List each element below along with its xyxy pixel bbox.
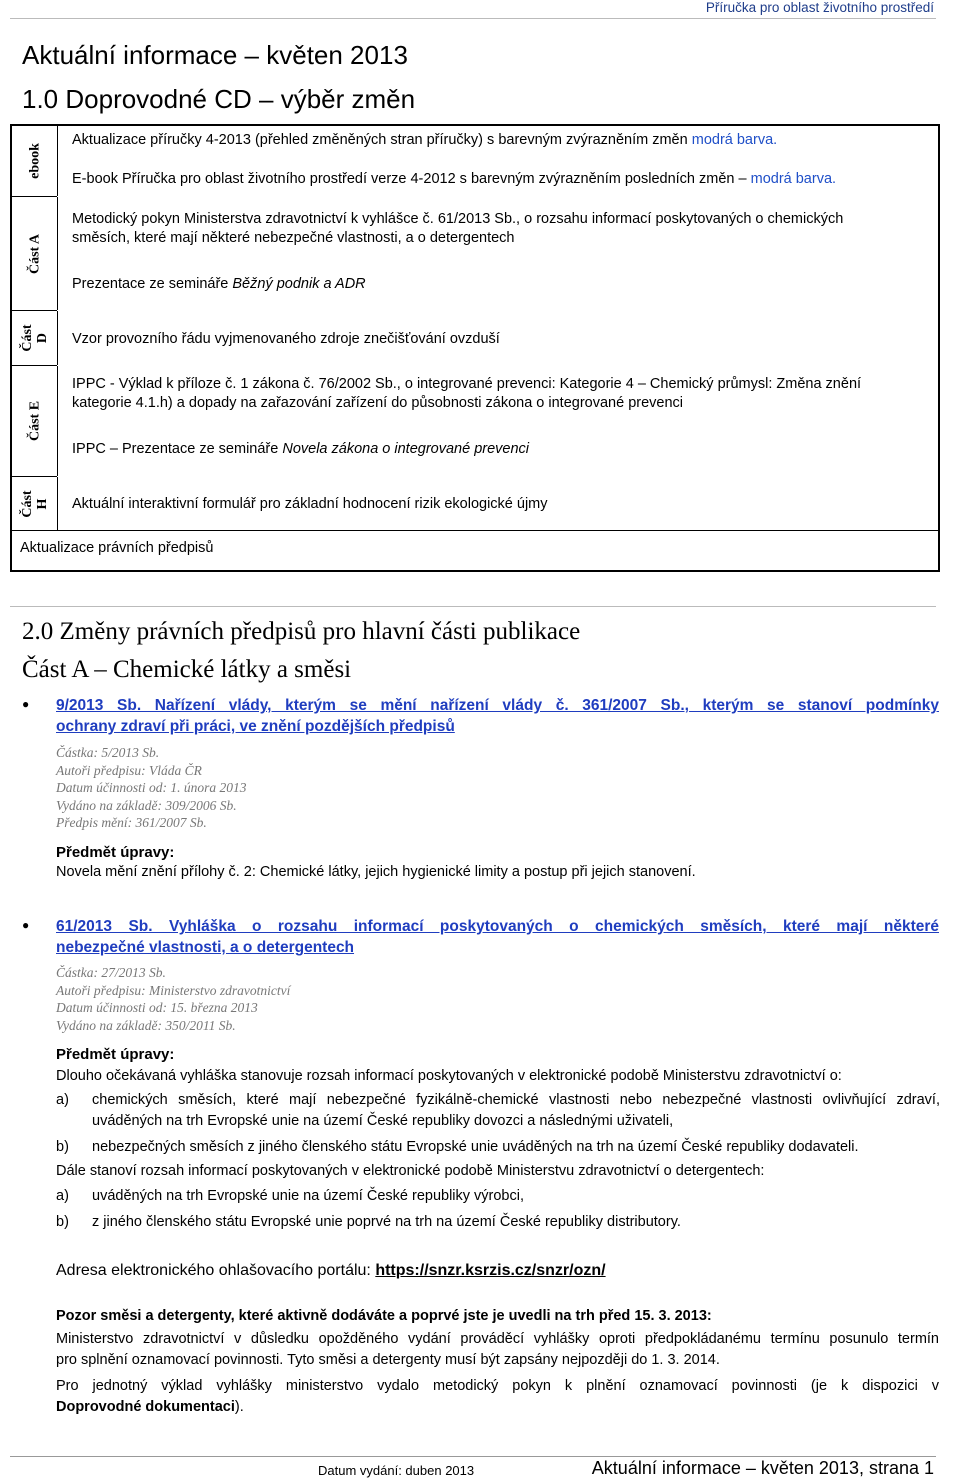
side-cell-part-d — [12, 311, 58, 365]
regulation-9-2013-meta: Částka: 5/2013 Sb. Autoři předpisu: Vláda ČR Datum účinnosti od: 1. února 2013 Vydáno na základě: 309/2006 Sb. Předpis mění: 361/2007 Sb. — [56, 745, 247, 830]
box-item-legal-updates: Aktualizace právních předpisů — [20, 540, 214, 556]
subject-label: Předmět úpravy: — [56, 1046, 175, 1063]
box-item-ippc-presentation: IPPC – Prezentace ze semináře Novela zákona o integrované prevenci — [72, 441, 530, 457]
box-item-methodical-guideline: Metodický pokyn Ministerstva zdravotnictví k vyhlášce č. 61/2013 Sb., o rozsahu informací poskytovaných o chemických směsích, které mají některé nebezpečné vlastnosti, a o detergentech — [72, 211, 844, 246]
portal-link[interactable]: https://snzr.ksrzis.cz/snzr/ozn/ — [375, 1262, 606, 1279]
list-item-label: b) — [56, 1139, 69, 1155]
side-cell-part-a — [12, 197, 58, 310]
highlight-color-note: modrá barva. — [750, 171, 837, 187]
regulation-61-2013-link[interactable]: 61/2013 Sb. Vyhláška o rozsahu informací poskytovaných o chemických směsích, které mají některé nebezpečné vlastnosti, a o detergentech — [56, 918, 939, 956]
regulation-61-2013-intro: Dlouho očekávaná vyhláška stanovuje rozsah informací poskytovaných v elektronické podobě Ministerstvu zdravotnictví o: — [56, 1068, 842, 1084]
list-item: uváděných na trh Evropské unie na území České republiky výrobci, — [92, 1188, 524, 1204]
list-item: nebezpečných směsích z jiného členského státu Evropské unie uváděných na trh na území České republiky dodavateli. — [92, 1139, 859, 1155]
highlight-color-note: modrá barva. — [691, 132, 778, 148]
box-item-operating-rules: Vzor provozního řádu vyjmenovaného zdroje znečišťování ovzduší — [72, 331, 500, 347]
detergents-intro: Dále stanoví rozsah informací poskytovaných v elektronické podobě Ministerstvu zdravotnictví o detergentech: — [56, 1163, 765, 1179]
section-2-heading: 2.0 Změny právních předpisů pro hlavní části publikace — [22, 618, 581, 645]
side-cell-part-h — [12, 477, 58, 530]
regulation-9-2013-link[interactable]: 9/2013 Sb. Nařízení vlády, kterým se mění nařízení vlády č. 361/2007 Sb., kterým se stanoví podmínky ochrany zdraví při práci, ve znění pozdějších předpisů — [56, 697, 939, 735]
warning-title: Pozor směsi a detergenty, které aktivně dodáváte a poprvé jste je uvedli na trh před 15. 3. 2013: — [56, 1308, 712, 1324]
portal-address: Adresa elektronického ohlašovacího portálu: https://snzr.ksrzis.cz/snzr/ozn/ — [56, 1262, 606, 1279]
list-item-label: b) — [56, 1214, 69, 1230]
side-cell-ebook — [12, 126, 58, 196]
methodical-note: Pro jednotný výklad vyhlášky ministerstvo vydalo metodický pokyn k plnění oznamovací povinnosti (je k dispozici v Doprovodné dokumentaci). — [56, 1378, 939, 1415]
footer-rule — [10, 1456, 936, 1457]
side-label-part-h: Část H — [19, 489, 50, 518]
list-item: chemických směsích, které mají nebezpečné fyzikálně-chemické vlastnosti nebo nebezpečné vlastnosti ovlivňující zdraví, uváděných na trh Evropské unie na území České republiky dovozci a následnými uživateli, — [92, 1092, 940, 1129]
box-item-ebook-version: E-book Příručka pro oblast životního prostředí verze 4-2012 s barevným zvýrazněním posledních změn – modrá barva. — [72, 171, 837, 187]
box-item-risk-form: Aktuální interaktivní formulář pro základní hodnocení rizik ekologické újmy — [72, 496, 548, 512]
side-cell-part-e — [12, 366, 58, 476]
footer-page-title: Aktuální informace – květen 2013, strana 1 — [591, 1458, 934, 1478]
list-item-label: a) — [56, 1188, 69, 1204]
side-label-ebook: ebook — [27, 143, 42, 179]
side-label-part-d: Část D — [19, 324, 50, 352]
box-footer-divider — [12, 530, 938, 531]
header-rule — [10, 18, 936, 19]
regulation-9-2013-subject: Novela mění znění přílohy č. 2: Chemické látky, jejich hygienické limity a postup při jejich stanovení. — [56, 864, 696, 880]
box-item-ebook-update: Aktualizace příručky 4-2013 (přehled změněných stran příručky) s barevným zvýrazněním změn modrá barva. — [72, 132, 778, 148]
running-header: Příručka pro oblast životního prostředí — [705, 0, 934, 15]
list-item-label: a) — [56, 1092, 69, 1108]
side-label-part-e: Část E — [27, 400, 42, 442]
subject-label: Předmět úpravy: — [56, 844, 175, 861]
bullet-icon: ● — [22, 697, 30, 711]
accompanying-docs-ref: Doprovodné dokumentaci — [56, 1399, 235, 1415]
page-title: Aktuální informace – květen 2013 — [22, 40, 408, 70]
regulation-61-2013-meta: Částka: 27/2013 Sb. Autoři předpisu: Ministerstvo zdravotnictví Datum účinnosti od: 15. března 2013 Vydáno na základě: 350/2011 Sb. — [56, 965, 291, 1033]
list-item: z jiného členského státu Evropské unie poprvé na trh na území České republiky distributory. — [92, 1214, 681, 1230]
box-item-ippc-interpretation: IPPC - Výklad k příloze č. 1 zákona č. 76/2002 Sb., o integrované prevenci: Kategorie 4 – Chemický průmysl: Změna znění kategorie 4.1.h) a dopady na zařazování zařízení do působnosti zákona o integrované prevenci — [72, 376, 862, 411]
section-rule — [10, 606, 936, 607]
side-label-part-a: Část A — [27, 233, 42, 274]
section-1-heading: 1.0 Doprovodné CD – výběr změn — [22, 84, 416, 114]
part-a-heading: Část A – Chemické látky a směsi — [22, 656, 352, 683]
box-item-adr-presentation: Prezentace ze semináře Běžný podnik a ADR — [72, 276, 366, 292]
bullet-icon: ● — [22, 918, 30, 932]
footer-date: Datum vydání: duben 2013 — [318, 1463, 475, 1478]
warning-text: Ministerstvo zdravotnictví v důsledku opožděného vydání prováděcí vyhlášky oproti předpokládanému termínu posunulo termín pro splnění oznamovací povinnosti. Tyto směsi a detergenty musí být zapsány nejpozději do 1. 3. 2014. — [56, 1331, 939, 1368]
